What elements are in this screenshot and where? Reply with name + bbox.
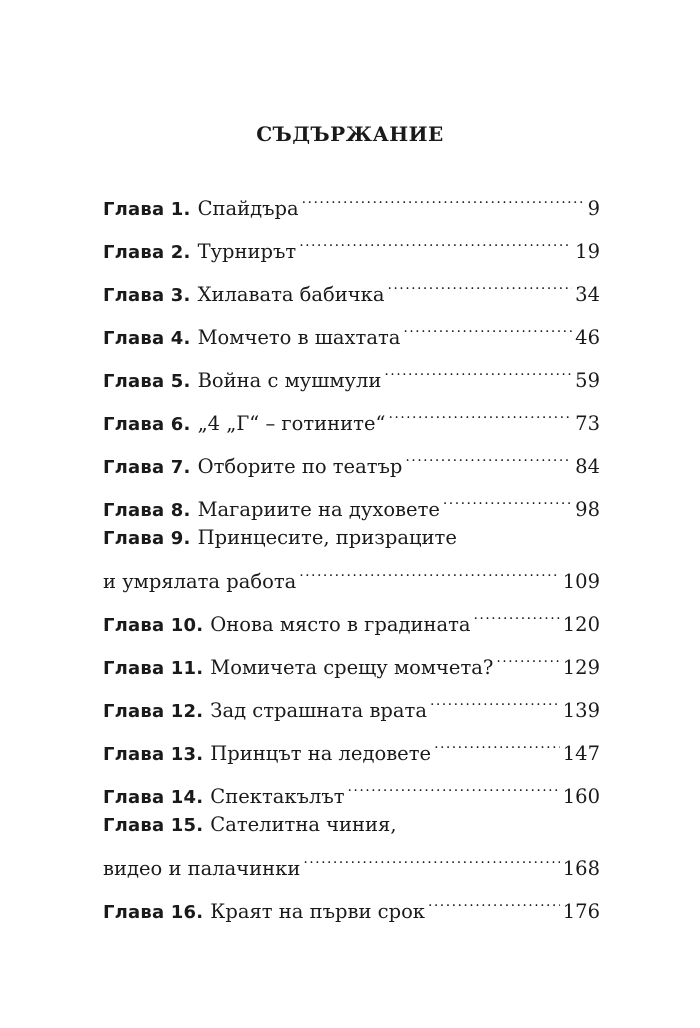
chapter-title: Зад страшната врата bbox=[210, 699, 427, 722]
chapter-title: Магариите на духовете bbox=[197, 498, 440, 521]
chapter-title: Онова място в градината bbox=[210, 613, 471, 636]
toc-entry bbox=[103, 473, 600, 521]
dot-leader bbox=[496, 631, 559, 674]
page-number: 98 bbox=[575, 498, 600, 521]
toc-entry bbox=[103, 301, 600, 349]
chapter-title: Хилавата бабичка bbox=[197, 283, 385, 306]
chapter-title: „4 „Г“ – готините“ bbox=[197, 412, 386, 435]
page-number: 176 bbox=[562, 900, 600, 923]
toc-entry bbox=[103, 387, 600, 435]
dot-leader bbox=[388, 258, 573, 301]
toc-entry bbox=[103, 760, 600, 808]
page-number: 168 bbox=[562, 857, 600, 880]
chapter-label: Глава 15. bbox=[103, 815, 204, 836]
page-number: 9 bbox=[587, 197, 600, 220]
page-number: 59 bbox=[575, 369, 600, 392]
chapter-label: Глава 8. bbox=[103, 500, 191, 521]
toc-list bbox=[103, 172, 600, 923]
chapter-title: Турнирът bbox=[197, 240, 297, 263]
chapter-label: Глава 4. bbox=[103, 328, 191, 349]
page-number: 73 bbox=[575, 412, 600, 435]
chapter-label: Глава 16. bbox=[103, 902, 204, 923]
dot-leader bbox=[303, 832, 559, 875]
chapter-title: Принцът на ледовете bbox=[210, 742, 432, 765]
page-number: 19 bbox=[575, 240, 600, 263]
dot-leader bbox=[430, 674, 560, 717]
dot-leader bbox=[443, 473, 572, 516]
page-number: 109 bbox=[562, 570, 600, 593]
chapter-title: Сателитна чиния, bbox=[210, 813, 397, 836]
page-number: 120 bbox=[562, 613, 600, 636]
chapter-title-continued: и умрялата работа bbox=[103, 570, 297, 593]
page-number: 139 bbox=[562, 699, 600, 722]
toc-entry bbox=[103, 258, 600, 306]
chapter-title: Отборите по театър bbox=[197, 455, 403, 478]
toc-entry bbox=[103, 588, 600, 636]
chapter-label: Глава 3. bbox=[103, 285, 191, 306]
dot-leader bbox=[403, 301, 572, 344]
chapter-label: Глава 13. bbox=[103, 744, 204, 765]
toc-entry bbox=[103, 631, 600, 679]
page-number: 147 bbox=[562, 742, 600, 765]
dot-leader bbox=[434, 717, 560, 760]
dot-leader bbox=[473, 588, 559, 631]
chapter-label: Глава 9. bbox=[103, 528, 191, 549]
chapter-label: Глава 11. bbox=[103, 658, 204, 679]
toc-entry bbox=[103, 430, 600, 478]
chapter-title: Война с мушмули bbox=[197, 369, 382, 392]
chapter-label: Глава 1. bbox=[103, 199, 191, 220]
toc-entry bbox=[103, 215, 600, 263]
chapter-title: Краят на първи срок bbox=[210, 900, 425, 923]
page-number: 84 bbox=[575, 455, 600, 478]
dot-leader bbox=[384, 344, 572, 387]
chapter-title: Момчето в шахтата bbox=[197, 326, 401, 349]
chapter-title: Спайдъра bbox=[197, 197, 299, 220]
chapter-title: Спектакълът bbox=[210, 785, 345, 808]
toc-entry bbox=[103, 674, 600, 722]
chapter-label: Глава 6. bbox=[103, 414, 191, 435]
dot-leader bbox=[348, 760, 560, 803]
dot-leader bbox=[299, 545, 560, 588]
toc-entry bbox=[103, 344, 600, 392]
chapter-label: Глава 5. bbox=[103, 371, 191, 392]
page-number: 160 bbox=[562, 785, 600, 808]
chapter-label: Глава 14. bbox=[103, 787, 204, 808]
toc-title: СЪДЪРЖАНИЕ bbox=[256, 122, 444, 146]
page-number: 46 bbox=[575, 326, 600, 349]
chapter-title: Момичета срещу момчета? bbox=[210, 656, 494, 679]
page-number: 34 bbox=[575, 283, 600, 306]
dot-leader bbox=[428, 875, 560, 918]
chapter-label: Глава 12. bbox=[103, 701, 204, 722]
toc-entry bbox=[103, 516, 600, 593]
toc-entry bbox=[103, 717, 600, 765]
chapter-label: Глава 10. bbox=[103, 615, 204, 636]
page-number: 129 bbox=[562, 656, 600, 679]
dot-leader bbox=[388, 387, 572, 430]
dot-leader bbox=[302, 172, 585, 215]
dot-leader bbox=[405, 430, 572, 473]
chapter-title: Принцесите, призраците bbox=[197, 526, 457, 549]
dot-leader bbox=[299, 215, 572, 258]
chapter-label: Глава 7. bbox=[103, 457, 191, 478]
chapter-title-continued: видео и палачинки bbox=[103, 857, 301, 880]
toc-entry bbox=[103, 803, 600, 880]
chapter-label: Глава 2. bbox=[103, 242, 191, 263]
toc-entry bbox=[103, 875, 600, 923]
toc-entry bbox=[103, 172, 600, 220]
